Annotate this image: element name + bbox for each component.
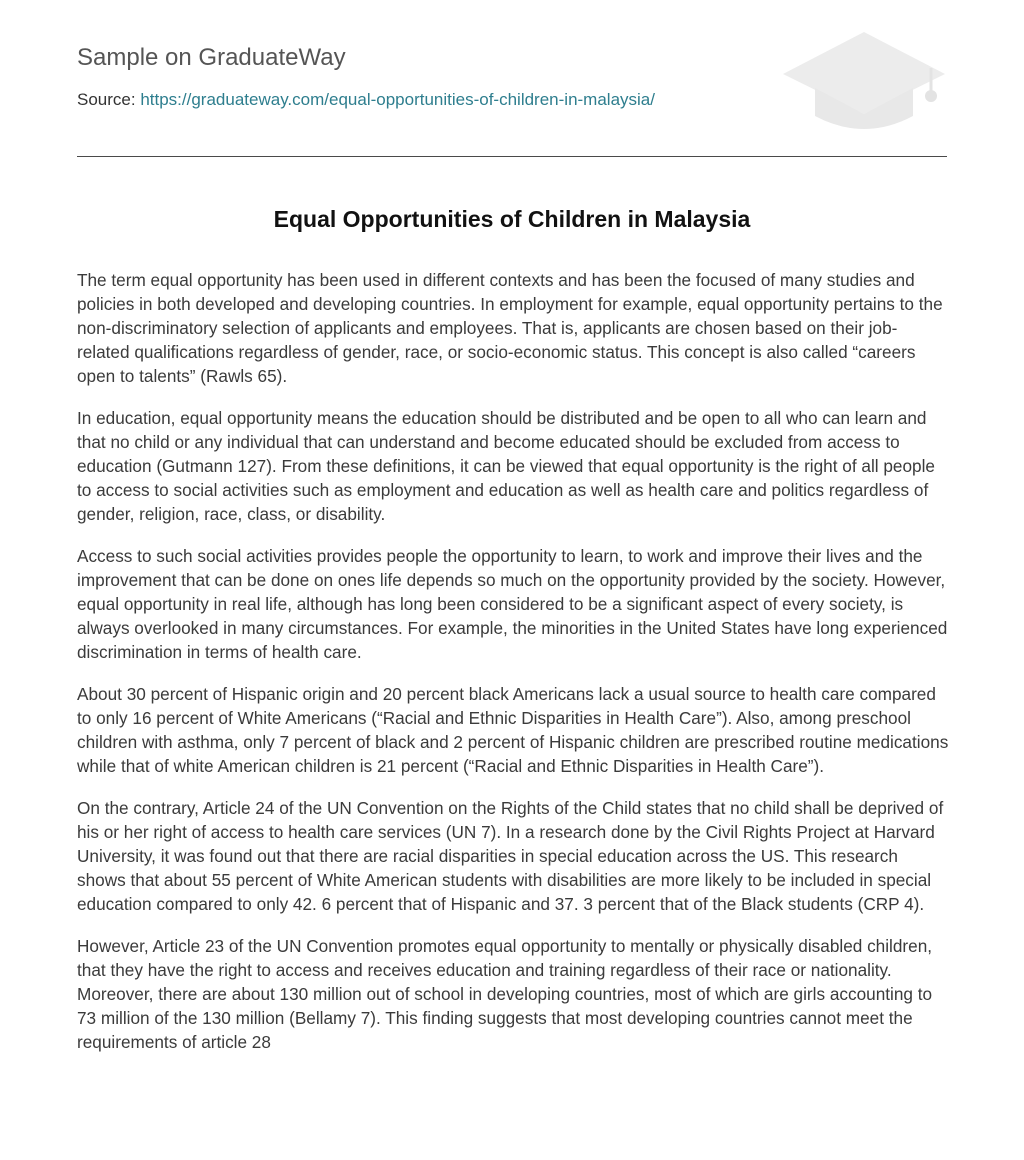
source-link[interactable]: https://graduateway.com/equal-opportunities-of-children-in-malaysia/ (140, 90, 655, 109)
source-line (77, 90, 655, 110)
paragraph: However, Article 23 of the UN Convention promotes equal opportunity to mentally or physically disabled children, that they have the right to access and receives education and training regardless of their race or nationality. Moreover, there are about 130 million out of school in developing countries, most of which are girls accounting to 73 million of the 130 million (Bellamy 7). This finding suggests that most developing countries cannot meet the requirements of article 28 (77, 936, 933, 1052)
paragraph: The term equal opportunity has been used in different contexts and has been the focused of many studies and policies in both developed and developing countries. In employment for example, equal opportunity pertains to the non-discriminatory selection of applicants and employees. That is, applicants are chosen based on their job-related qualifications regardless of gender, race, or socio-economic status. This concept is also called “careers open to talents” (Rawls 65). (77, 270, 943, 386)
site-title: Sample on GraduateWay (77, 44, 346, 71)
graduation-cap-icon (781, 30, 947, 132)
document-title: Equal Opportunities of Children in Malaysia (273, 206, 751, 232)
paragraph: In education, equal opportunity means the education should be distributed and be open to all who can learn and that no child or any individual that can understand and become educated should be excluded from access to education (Gutmann 127). From these definitions, it can be viewed that equal opportunity is the right of all people to access to social activities such as employment and education as well as health care and politics regardless of gender, religion, race, class, or disability. (77, 408, 935, 524)
paragraph: Access to such social activities provides people the opportunity to learn, to work and improve their lives and the improvement that can be done on ones life depends so much on the opportunity provided by the society. However, equal opportunity in real life, although has long been considered to be a significant aspect of every society, is always overlooked in many circumstances. For example, the minorities in the United States have long experienced discrimination in terms of health care. (77, 546, 948, 662)
source-label: Source: (77, 90, 136, 109)
paragraph: On the contrary, Article 24 of the UN Convention on the Rights of the Child states that no child shall be deprived of his or her right of access to health care services (UN 7). In a research done by the Civil Rights Project at Harvard University, it was found out that there are racial disparities in special education across the US. This research shows that about 55 percent of White American students with disabilities are more likely to be included in special education compared to only 42. 6 percent that of Hispanic and 37. 3 percent that of the Black students (CRP 4). (77, 798, 944, 914)
page-header (77, 0, 947, 157)
article-body (77, 268, 949, 1072)
paragraph: About 30 percent of Hispanic origin and 20 percent black Americans lack a usual source to health care compared to only 16 percent of White Americans (“Racial and Ethnic Disparities in Health Care”). Also, among preschool children with asthma, only 7 percent of black and 2 percent of Hispanic children are prescribed routine medications while that of white American children is 21 percent (“Racial and Ethnic Disparities in Health Care”). (77, 684, 949, 776)
